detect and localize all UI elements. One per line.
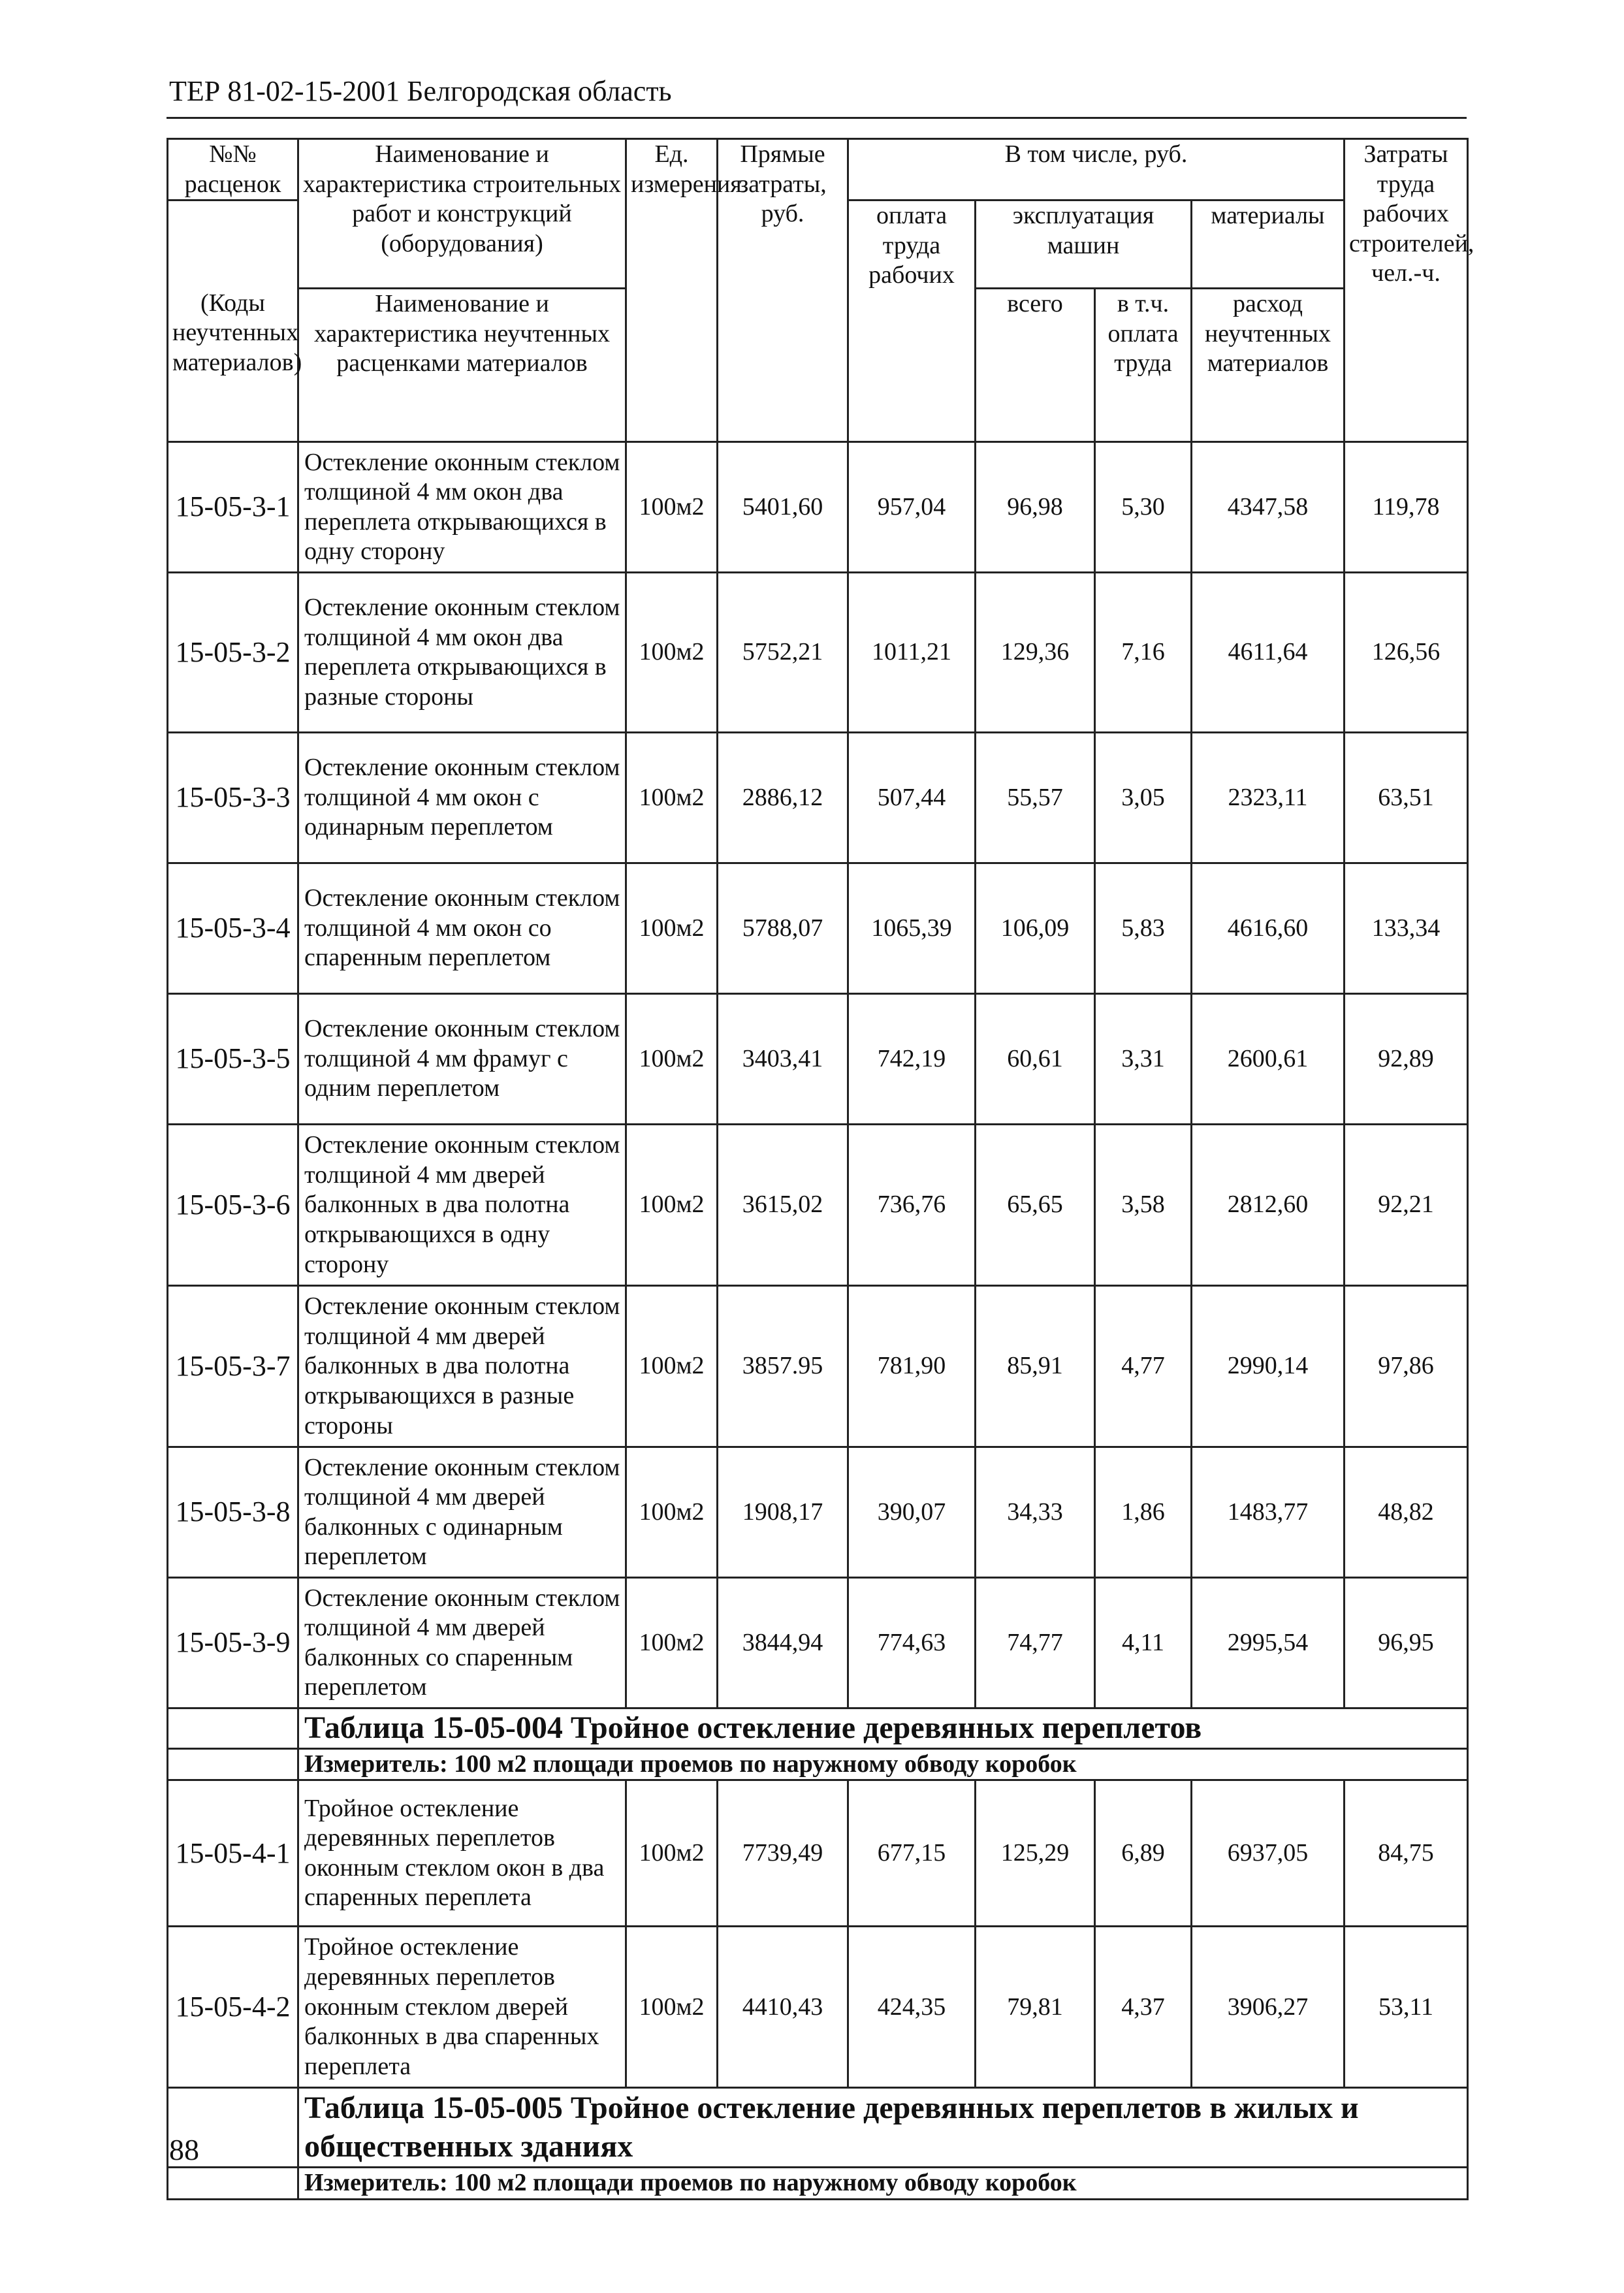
col-wages-header: оплата труда рабочих bbox=[848, 200, 976, 442]
labor-value: 92,21 bbox=[1345, 1125, 1468, 1286]
col-machines-header: эксплуатация машин bbox=[976, 200, 1192, 289]
wages-value: 957,04 bbox=[848, 442, 976, 573]
wages-value: 677,15 bbox=[848, 1780, 976, 1927]
machines-value: 60,61 bbox=[976, 994, 1095, 1125]
machines-wages-value: 3,05 bbox=[1095, 733, 1192, 863]
col-name-alt-header: Наименование и характеристика неучтенных расценками материалов bbox=[298, 289, 626, 442]
wages-value: 781,90 bbox=[848, 1286, 976, 1447]
labor-value: 48,82 bbox=[1345, 1447, 1468, 1578]
col-machines-total-header: всего bbox=[976, 289, 1095, 442]
machines-value: 85,91 bbox=[976, 1286, 1095, 1447]
page-number: 88 bbox=[169, 2133, 199, 2166]
direct-value: 4410,43 bbox=[718, 1927, 848, 2088]
unit-value: 100м2 bbox=[626, 863, 718, 994]
machines-wages-value: 4,77 bbox=[1095, 1286, 1192, 1447]
work-name: Остекление оконным стеклом толщиной 4 мм окон с одинарным переплетом bbox=[298, 733, 626, 863]
materials-value: 6937,05 bbox=[1192, 1780, 1345, 1927]
col-unit-header: Ед. измерения bbox=[626, 139, 718, 442]
labor-value: 63,51 bbox=[1345, 733, 1468, 863]
table-row bbox=[168, 442, 1468, 573]
rate-code: 15-05-3-1 bbox=[168, 442, 298, 573]
labor-value: 97,86 bbox=[1345, 1286, 1468, 1447]
wages-value: 742,19 bbox=[848, 994, 976, 1125]
rate-code: 15-05-3-6 bbox=[168, 1125, 298, 1286]
labor-value: 126,56 bbox=[1345, 573, 1468, 733]
machines-value: 96,98 bbox=[976, 442, 1095, 573]
machines-wages-value: 3,31 bbox=[1095, 994, 1192, 1125]
wages-value: 774,63 bbox=[848, 1578, 976, 1708]
table-title-row bbox=[168, 1708, 1468, 1749]
measure-note: Измеритель: 100 м2 площади проемов по наружному обводу коробок bbox=[298, 2168, 1468, 2200]
table-row bbox=[168, 863, 1468, 994]
header-rule bbox=[167, 117, 1467, 119]
measure-note-row bbox=[168, 1748, 1468, 1780]
labor-value: 96,95 bbox=[1345, 1578, 1468, 1708]
direct-value: 3857.95 bbox=[718, 1286, 848, 1447]
direct-value: 3403,41 bbox=[718, 994, 848, 1125]
rates-table bbox=[167, 138, 1474, 2200]
col-code-header: №№ расценок bbox=[168, 139, 298, 200]
machines-wages-value: 7,16 bbox=[1095, 573, 1192, 733]
work-name: Остекление оконным стеклом толщиной 4 мм фрамуг с одним переплетом bbox=[298, 994, 626, 1125]
work-name: Остекление оконным стеклом толщиной 4 мм дверей балконных со спаренным переплетом bbox=[298, 1578, 626, 1708]
rate-code: 15-05-3-3 bbox=[168, 733, 298, 863]
labor-value: 133,34 bbox=[1345, 863, 1468, 994]
rate-code: 15-05-3-2 bbox=[168, 573, 298, 733]
direct-value: 7739,49 bbox=[718, 1780, 848, 1927]
wages-value: 1011,21 bbox=[848, 573, 976, 733]
col-code-alt-header: (Коды неучтенных материалов) bbox=[168, 289, 298, 442]
machines-value: 65,65 bbox=[976, 1125, 1095, 1286]
empty-cell bbox=[168, 1708, 298, 1749]
direct-value: 2886,12 bbox=[718, 733, 848, 863]
unit-value: 100м2 bbox=[626, 1578, 718, 1708]
rate-code: 15-05-3-9 bbox=[168, 1578, 298, 1708]
materials-value: 4611,64 bbox=[1192, 573, 1345, 733]
machines-wages-value: 5,83 bbox=[1095, 863, 1192, 994]
measure-note: Измеритель: 100 м2 площади проемов по наружному обводу коробок bbox=[298, 1748, 1468, 1780]
labor-value: 84,75 bbox=[1345, 1780, 1468, 1927]
direct-value: 3844,94 bbox=[718, 1578, 848, 1708]
materials-value: 2600,61 bbox=[1192, 994, 1345, 1125]
unit-value: 100м2 bbox=[626, 733, 718, 863]
materials-value: 2990,14 bbox=[1192, 1286, 1345, 1447]
col-materials-alt-header: расход неучтенных материалов bbox=[1192, 289, 1345, 442]
unit-value: 100м2 bbox=[626, 994, 718, 1125]
col-code-sub bbox=[168, 200, 298, 289]
work-name: Тройное остекление деревянных переплетов оконным стеклом дверей балконных в два спаренных переплета bbox=[298, 1927, 626, 2088]
unit-value: 100м2 bbox=[626, 1927, 718, 2088]
wages-value: 1065,39 bbox=[848, 863, 976, 994]
table-title: Таблица 15-05-005 Тройное остекление деревянных переплетов в жилых и общественных зданиях bbox=[298, 2088, 1468, 2168]
materials-value: 3906,27 bbox=[1192, 1927, 1345, 2088]
table-row bbox=[168, 1125, 1468, 1286]
direct-value: 5401,60 bbox=[718, 442, 848, 573]
machines-value: 79,81 bbox=[976, 1927, 1095, 2088]
table-row bbox=[168, 994, 1468, 1125]
direct-value: 5752,21 bbox=[718, 573, 848, 733]
rate-code: 15-05-4-2 bbox=[168, 1927, 298, 2088]
unit-value: 100м2 bbox=[626, 1447, 718, 1578]
table-row bbox=[168, 1578, 1468, 1708]
direct-value: 3615,02 bbox=[718, 1125, 848, 1286]
materials-value: 2812,60 bbox=[1192, 1125, 1345, 1286]
wages-value: 390,07 bbox=[848, 1447, 976, 1578]
work-name: Остекление оконным стеклом толщиной 4 мм дверей балконных с одинарным переплетом bbox=[298, 1447, 626, 1578]
wages-value: 736,76 bbox=[848, 1125, 976, 1286]
machines-value: 34,33 bbox=[976, 1447, 1095, 1578]
machines-value: 106,09 bbox=[976, 863, 1095, 994]
machines-value: 125,29 bbox=[976, 1780, 1095, 1927]
labor-value: 119,78 bbox=[1345, 442, 1468, 573]
page-header: ТЕР 81-02-15-2001 Белгородская область bbox=[169, 75, 672, 107]
work-name: Остекление оконным стеклом толщиной 4 мм дверей балконных в два полотна открывающихся в одну сторону bbox=[298, 1125, 626, 1286]
machines-value: 74,77 bbox=[976, 1578, 1095, 1708]
rate-code: 15-05-3-4 bbox=[168, 863, 298, 994]
wages-value: 507,44 bbox=[848, 733, 976, 863]
unit-value: 100м2 bbox=[626, 442, 718, 573]
table-row bbox=[168, 573, 1468, 733]
machines-wages-value: 4,11 bbox=[1095, 1578, 1192, 1708]
table-title: Таблица 15-05-004 Тройное остекление деревянных переплетов bbox=[298, 1708, 1468, 1749]
col-name-header: Наименование и характеристика строительных работ и конструкций (оборудования) bbox=[298, 139, 626, 289]
unit-value: 100м2 bbox=[626, 1286, 718, 1447]
table-row bbox=[168, 1286, 1468, 1447]
unit-value: 100м2 bbox=[626, 1125, 718, 1286]
rate-code: 15-05-3-8 bbox=[168, 1447, 298, 1578]
table-row bbox=[168, 1780, 1468, 1927]
machines-wages-value: 1,86 bbox=[1095, 1447, 1192, 1578]
rate-code: 15-05-3-5 bbox=[168, 994, 298, 1125]
materials-value: 4347,58 bbox=[1192, 442, 1345, 573]
labor-value: 92,89 bbox=[1345, 994, 1468, 1125]
direct-value: 1908,17 bbox=[718, 1447, 848, 1578]
table-row bbox=[168, 733, 1468, 863]
unit-value: 100м2 bbox=[626, 573, 718, 733]
work-name: Остекление оконным стеклом толщиной 4 мм дверей балконных в два полотна открывающихся в разные стороны bbox=[298, 1286, 626, 1447]
col-labor-header: Затраты труда рабочих строителей, чел.-ч. bbox=[1345, 139, 1468, 442]
col-materials-header: материалы bbox=[1192, 200, 1345, 289]
work-name: Остекление оконным стеклом толщиной 4 мм окон два переплета открывающихся в разные стороны bbox=[298, 573, 626, 733]
labor-value: 53,11 bbox=[1345, 1927, 1468, 2088]
table-row bbox=[168, 1447, 1468, 1578]
work-name: Тройное остекление деревянных переплетов оконным стеклом окон в два спаренных переплета bbox=[298, 1780, 626, 1927]
machines-wages-value: 4,37 bbox=[1095, 1927, 1192, 2088]
machines-wages-value: 6,89 bbox=[1095, 1780, 1192, 1927]
rate-code: 15-05-4-1 bbox=[168, 1780, 298, 1927]
machines-value: 55,57 bbox=[976, 733, 1095, 863]
table-row bbox=[168, 1927, 1468, 2088]
empty-cell bbox=[168, 1748, 298, 1780]
machines-wages-value: 3,58 bbox=[1095, 1125, 1192, 1286]
work-name: Остекление оконным стеклом толщиной 4 мм окон два переплета открывающихся в одну сторону bbox=[298, 442, 626, 573]
direct-value: 5788,07 bbox=[718, 863, 848, 994]
table-title-row bbox=[168, 2088, 1468, 2168]
wages-value: 424,35 bbox=[848, 1927, 976, 2088]
materials-value: 2995,54 bbox=[1192, 1578, 1345, 1708]
machines-value: 129,36 bbox=[976, 573, 1095, 733]
col-direct-header: Прямые затраты, руб. bbox=[718, 139, 848, 442]
work-name: Остекление оконным стеклом толщиной 4 мм окон со спаренным переплетом bbox=[298, 863, 626, 994]
col-machines-wages-header: в т.ч. оплата труда bbox=[1095, 289, 1192, 442]
unit-value: 100м2 bbox=[626, 1780, 718, 1927]
materials-value: 4616,60 bbox=[1192, 863, 1345, 994]
empty-cell bbox=[168, 2168, 298, 2200]
materials-value: 2323,11 bbox=[1192, 733, 1345, 863]
materials-value: 1483,77 bbox=[1192, 1447, 1345, 1578]
measure-note-row bbox=[168, 2168, 1468, 2200]
machines-wages-value: 5,30 bbox=[1095, 442, 1192, 573]
rate-code: 15-05-3-7 bbox=[168, 1286, 298, 1447]
col-including-header: В том числе, руб. bbox=[848, 139, 1345, 200]
